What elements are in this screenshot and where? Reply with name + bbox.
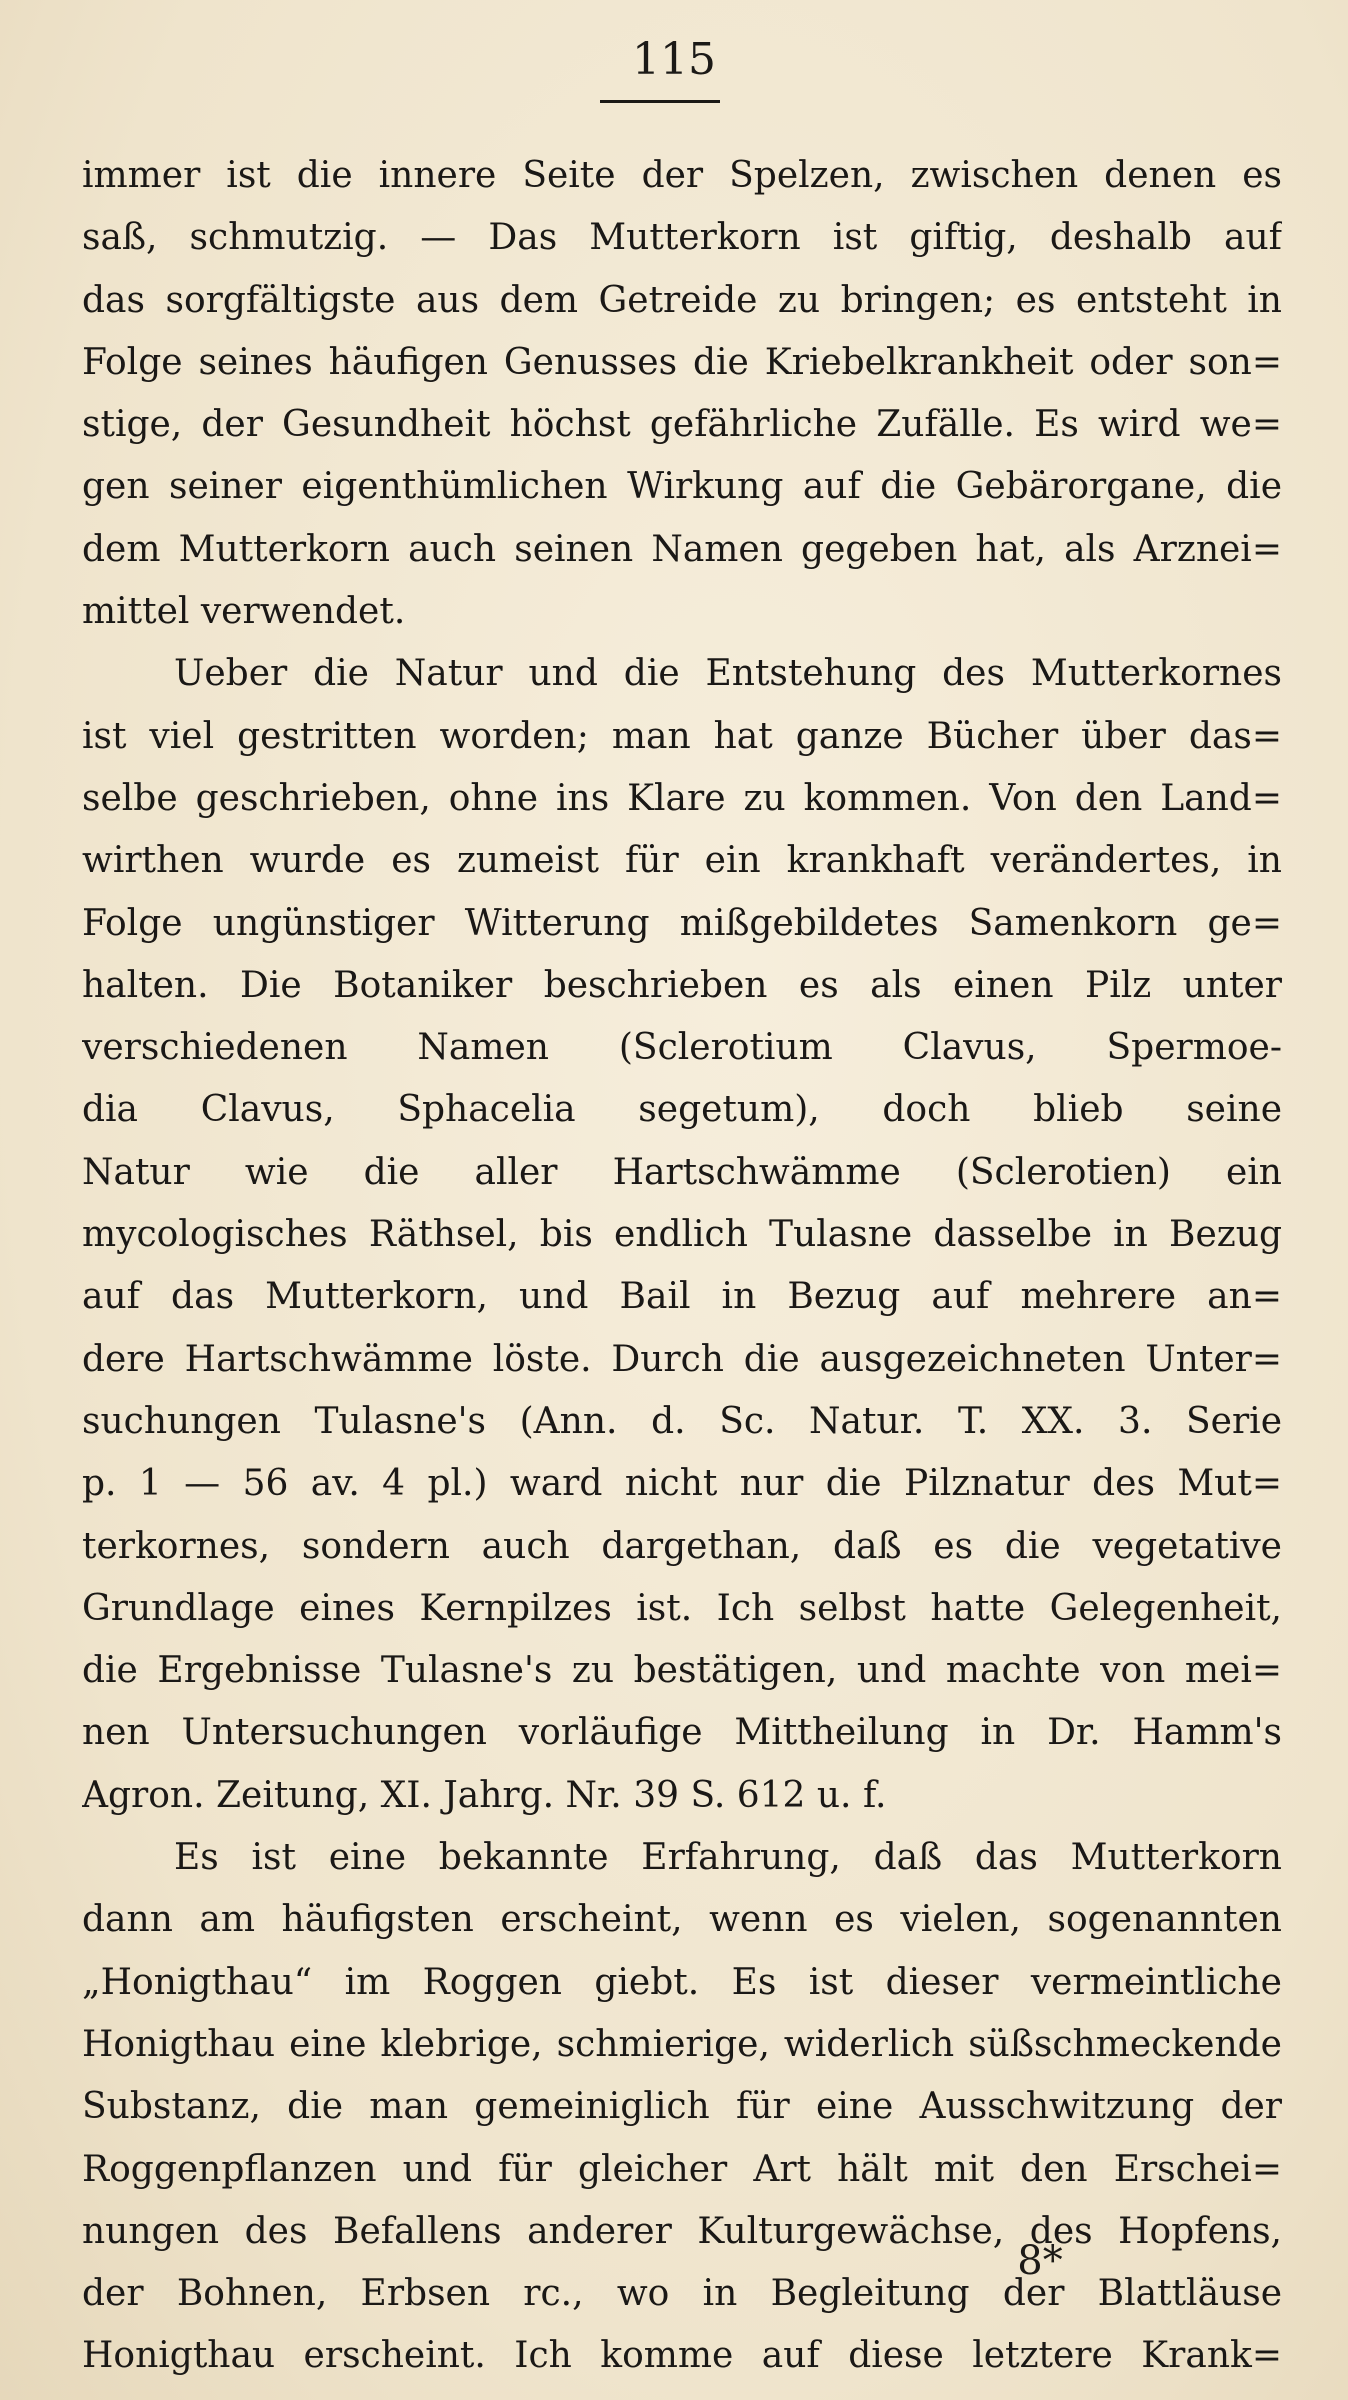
text-line: wirthen wurde es zumeist für ein krankhaft verändertes, in	[82, 840, 1282, 882]
text-line: stige, der Gesundheit höchst gefährliche Zufälle. Es wird we=	[82, 404, 1282, 446]
text-line: halten. Die Botaniker beschrieben es als einen Pilz unter	[82, 964, 1282, 1006]
text-line: dann am häufigsten erscheint, wenn es vielen, sogenannten	[82, 1899, 1282, 1941]
text-line: terkornes, sondern auch dargethan, daß es die vegetative	[82, 1525, 1282, 1567]
text-line: p. 1 — 56 av. 4 pl.) ward nicht nur die Pilznatur des Mut=	[82, 1463, 1282, 1505]
text-line: Natur wie die aller Hartschwämme (Sclerotien) ein	[82, 1151, 1282, 1193]
paragraph	[82, 145, 1282, 643]
header-rule	[600, 100, 720, 103]
text-line: saß, schmutzig. — Das Mutterkorn ist giftig, deshalb auf	[82, 217, 1282, 259]
text-line: auf das Mutterkorn, und Bail in Bezug auf mehrere an=	[82, 1276, 1282, 1318]
text-line: dere Hartschwämme löste. Durch die ausgezeichneten Unter=	[82, 1338, 1282, 1380]
text-line: Substanz, die man gemeiniglich für eine Ausschwitzung der	[82, 2086, 1282, 2128]
text-line: mittel verwendet.	[82, 591, 406, 633]
text-line: Honigthau erscheint. Ich komme auf diese letztere Krank=	[82, 2335, 1282, 2377]
text-line: Roggenpflanzen und für gleicher Art hält mit den Erschei=	[82, 2148, 1282, 2190]
text-line: mycologisches Räthsel, bis endlich Tulasne dasselbe in Bezug	[82, 1214, 1282, 1256]
text-line: nungen des Befallens anderer Kulturgewächse, des Hopfens,	[82, 2210, 1282, 2252]
body-text	[82, 145, 1282, 2388]
text-line: verschiedenen Namen (Sclerotium Clavus, Spermoe-	[82, 1027, 1282, 1069]
text-line: ist viel gestritten worden; man hat ganze Bücher über das=	[82, 715, 1282, 757]
text-line: suchungen Tulasne's (Ann. d. Sc. Natur. T. XX. 3. Serie	[82, 1400, 1282, 1442]
text-line: gen seiner eigenthümlichen Wirkung auf die Gebärorgane, die	[82, 466, 1282, 508]
text-line: dem Mutterkorn auch seinen Namen gegeben hat, als Arznei=	[82, 528, 1282, 570]
text-line: selbe geschrieben, ohne ins Klare zu kommen. Von den Land=	[82, 777, 1282, 819]
text-line: „Honigthau“ im Roggen giebt. Es ist dieser vermeintliche	[82, 1961, 1282, 2003]
text-line: immer ist die innere Seite der Spelzen, zwischen denen es	[82, 155, 1282, 196]
text-line: Folge ungünstiger Witterung mißgebildetes Samenkorn ge=	[82, 902, 1282, 944]
paragraph	[82, 1827, 1282, 2388]
text-line: das sorgfältigste aus dem Getreide zu bringen; es entsteht in	[82, 279, 1282, 321]
text-line: Es ist eine bekannte Erfahrung, daß das Mutterkorn	[174, 1837, 1282, 1879]
signature-mark: 8*	[1017, 2238, 1063, 2284]
page-number: 115	[632, 34, 716, 85]
text-line: Grundlage eines Kernpilzes ist. Ich selbst hatte Gelegenheit,	[82, 1587, 1282, 1629]
text-line: Honigthau eine klebrige, schmierige, widerlich süßschmeckende	[82, 2023, 1282, 2065]
text-line: nen Untersuchungen vorläufige Mittheilung in Dr. Hamm's	[82, 1712, 1282, 1754]
text-line: der Bohnen, Erbsen rc., wo in Begleitung der Blattläuse	[82, 2273, 1282, 2315]
text-line: Ueber die Natur und die Entstehung des Mutterkornes	[174, 653, 1282, 695]
text-line: Agron. Zeitung, XI. Jahrg. Nr. 39 S. 612 u. f.	[82, 1774, 887, 1816]
paragraph	[82, 643, 1282, 1827]
text-line: die Ergebnisse Tulasne's zu bestätigen, und machte von mei=	[82, 1650, 1282, 1692]
text-line: dia Clavus, Sphacelia segetum), doch blieb seine	[82, 1089, 1282, 1131]
text-line: Folge seines häufigen Genusses die Kriebelkrankheit oder son=	[82, 341, 1282, 383]
